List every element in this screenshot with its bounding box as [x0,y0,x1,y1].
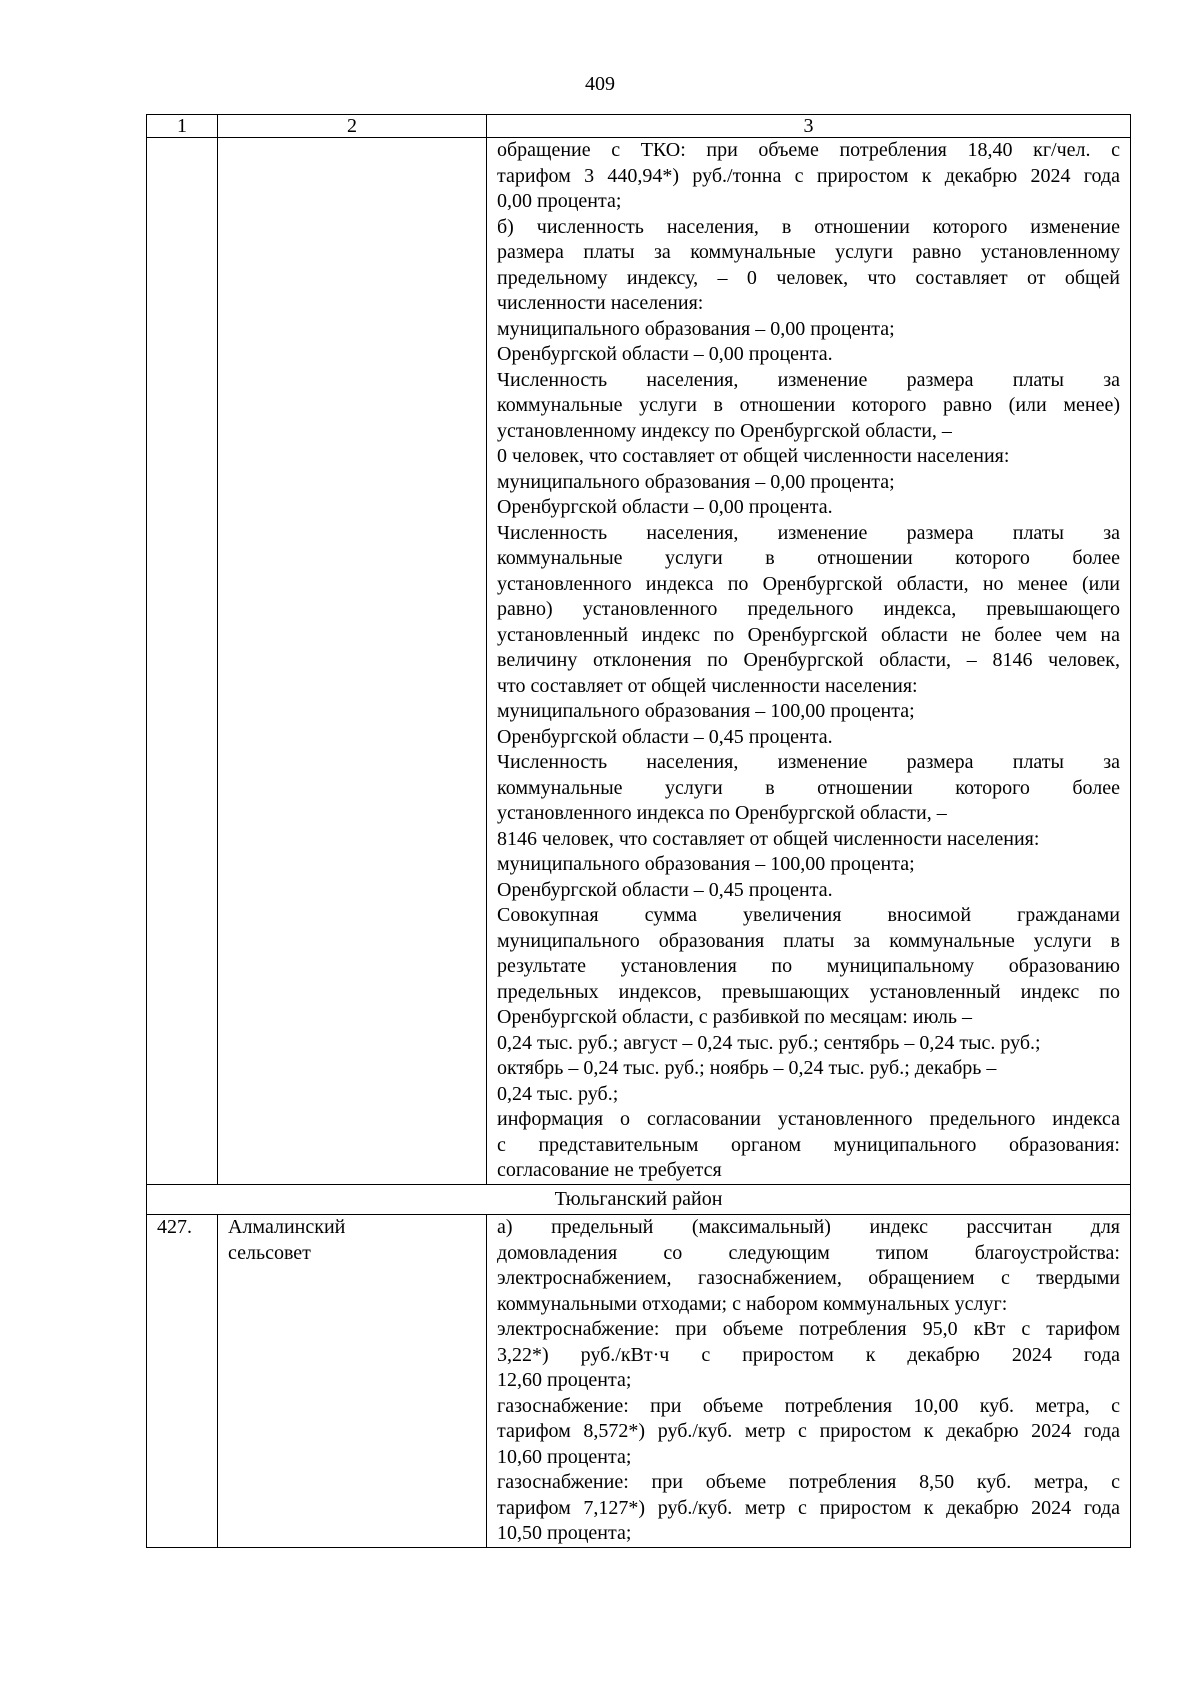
index-table [146,114,1131,1548]
text-line: октябрь – 0,24 тыс. руб.; ноябрь – 0,24 тыс. руб.; декабрь – [497,1057,997,1079]
text-line: Оренбургской области – 0,00 процента. [497,496,833,518]
text-line: муниципального образования – 100,00 процента; [497,853,915,875]
municipality-cell-empty [218,138,487,1185]
row-number-cell: 427. [147,1215,218,1548]
region-row [147,1184,1131,1215]
text-line: Оренбургской области – 0,45 процента. [497,725,833,748]
region-heading: Тюльганский район [147,1184,1131,1215]
text-line: коммунальные услуги в отношении которого более [497,776,1120,799]
text-line: 8146 человек, что составляет от общей численности населения: [497,827,1040,850]
table-header-row [147,115,1131,138]
text-line: Численность населения, изменение размера платы за [497,751,1120,773]
text-line: установленному индексу по Оренбургской области, – [497,419,952,442]
text-line: 12,60 процента; [497,1369,632,1391]
text-line: 10,60 процента; [497,1445,632,1468]
text-line: согласование не требуется [497,1159,722,1181]
text-line: электроснабжение: при объеме потребления 95,0 кВт с тарифом [497,1318,1120,1340]
text-line: электроснабжением, газоснабжением, обращением с твердыми [497,1267,1120,1289]
text-line: предельных индексов, превышающих установленный индекс по [497,980,1120,1003]
text-line: установленного индекса по Оренбургской области, – [497,802,947,824]
text-line: Оренбургской области, с разбивкой по месяцам: июль – [497,1006,973,1028]
text-line: с представительным органом муниципального образования: [497,1133,1120,1156]
column-header-3: 3 [487,115,1131,138]
text-line: б) численность населения, в отношении которого изменение [497,215,1120,238]
municipality-name-line: Алмалинский [228,1216,346,1238]
table-row-427 [147,1215,1131,1548]
text-line: что составляет от общей численности населения: [497,674,918,697]
text-line: домовладения со следующим типом благоустройства: [497,1241,1120,1264]
text-line: равно) установленного предельного индекса, превышающего [497,598,1120,620]
text-line: Численность населения, изменение размера платы за [497,368,1120,391]
text-line: 10,50 процента; [497,1522,632,1544]
municipality-name-cell [218,1215,487,1548]
text-line: численности населения: [497,292,704,314]
text-line: муниципального образования – 0,00 процента; [497,317,895,340]
text-line: газоснабжение: при объеме потребления 8,50 куб. метра, с [497,1471,1120,1493]
column-header-1: 1 [147,115,218,138]
page-number: 409 [585,73,615,95]
text-line: Оренбургской области – 0,00 процента. [497,343,833,365]
text-line: муниципального образования – 0,00 процента; [497,470,895,493]
table-row-continuation [147,138,1131,1185]
text-line: 0,24 тыс. руб.; [497,1082,619,1105]
text-line: 0 человек, что составляет от общей численности населения: [497,445,1010,467]
text-line: размера платы за коммунальные услуги равно установленному [497,241,1120,263]
text-line: муниципального образования – 100,00 процента; [497,700,915,722]
column-header-2: 2 [218,115,487,138]
text-line: коммунальные услуги в отношении которого равно (или менее) [497,394,1120,416]
text-line: Совокупная сумма увеличения вносимой гражданами [497,904,1120,926]
text-line: предельному индексу, – 0 человек, что составляет от общей [497,266,1120,289]
text-line: а) предельный (максимальный) индекс рассчитан для [497,1216,1120,1238]
row-number-cell-empty [147,138,218,1185]
text-line: газоснабжение: при объеме потребления 10,00 куб. метра, с [497,1394,1120,1417]
text-line: 0,00 процента; [497,190,622,212]
municipality-name-line: сельсовет [228,1241,311,1264]
text-line: информация о согласовании установленного предельного индекса [497,1108,1120,1130]
text-line: муниципального образования платы за коммунальные услуги в [497,929,1120,952]
text-line: 0,24 тыс. руб.; август – 0,24 тыс. руб.; сентябрь – 0,24 тыс. руб.; [497,1031,1041,1054]
text-line: 3,22*) руб./кВт·ч с приростом к декабрю 2024 года [497,1343,1120,1366]
text-line: Оренбургской области – 0,45 процента. [497,878,833,901]
text-line: коммунальные услуги в отношении которого более [497,547,1120,569]
text-line: установленного индекса по Оренбургской области, но менее (или [497,572,1120,595]
text-line: обращение с ТКО: при объеме потребления 18,40 кг/чел. с [497,139,1120,161]
text-line: тарифом 7,127*) руб./куб. метр с приростом к декабрю 2024 года [497,1496,1120,1519]
index-description-cell [487,138,1131,1185]
text-line: результате установления по муниципальному образованию [497,955,1120,977]
index-description-cell [487,1215,1131,1548]
text-line: коммунальными отходами; с набором коммунальных услуг: [497,1292,1008,1315]
text-line: Численность населения, изменение размера платы за [497,521,1120,544]
text-line: тарифом 3 440,94*) руб./тонна с приростом к декабрю 2024 года [497,164,1120,187]
text-line: установленный индекс по Оренбургской области не более чем на [497,623,1120,646]
text-line: величину отклонения по Оренбургской области, – 8146 человек, [497,649,1120,671]
text-line: тарифом 8,572*) руб./куб. метр с приростом к декабрю 2024 года [497,1420,1120,1442]
